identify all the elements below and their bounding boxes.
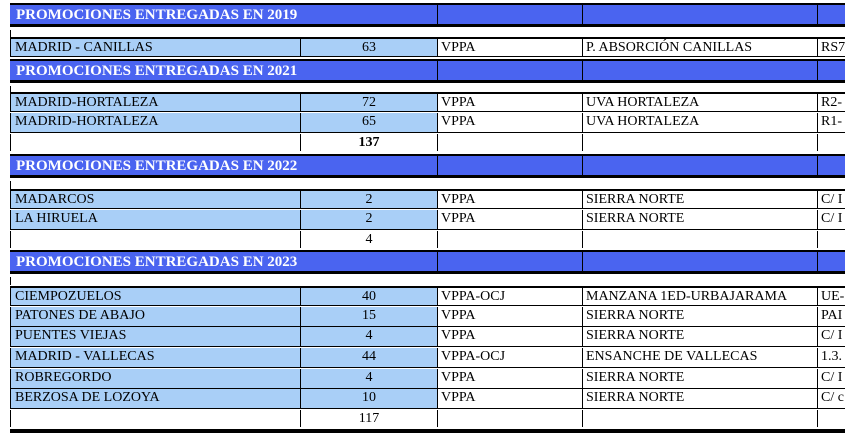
total-label-cell [10,231,301,248]
viviendas-cell[interactable]: 4 [301,369,438,388]
header-cell [818,5,845,24]
header-cell [583,5,818,24]
table-row[interactable] [10,389,845,409]
section-header-2019 [10,3,845,27]
section-header-2023 [10,250,845,274]
ubicacion-cell[interactable]: C/ I [818,369,845,388]
total-row [10,134,845,151]
ubicacion-cell[interactable]: 1.3. [818,348,845,367]
viviendas-cell[interactable]: 40 [301,288,438,305]
section-title: PROMOCIONES ENTREGADAS EN 2019 [10,5,438,24]
total-label-cell [10,410,301,427]
header-cell [818,156,845,175]
promocion-cell[interactable]: ENSANCHE DE VALLECAS [583,348,818,367]
regimen-cell[interactable]: VPPA [438,307,583,326]
empty-cell [438,410,583,427]
table-row[interactable] [10,210,845,230]
viviendas-cell[interactable]: 4 [301,327,438,346]
total-label-cell [10,134,301,151]
header-cell [583,156,818,175]
municipio-cell[interactable]: MADARCOS [10,191,301,208]
total-row [10,410,845,427]
municipio-cell[interactable]: MADRID - CANILLAS [10,39,301,56]
ubicacion-cell[interactable]: PAI [818,307,845,326]
promocion-cell[interactable]: SIERRA NORTE [583,307,818,326]
table-row[interactable] [10,348,845,368]
regimen-cell[interactable]: VPPA [438,94,583,111]
ubicacion-cell[interactable]: C/ c [818,389,845,408]
ubicacion-cell[interactable]: RS7 [818,39,845,56]
regimen-cell[interactable]: VPPA-OCJ [438,288,583,305]
municipio-cell[interactable]: PUENTES VIEJAS [10,327,301,346]
promocion-cell[interactable]: MANZANA 1ED-URBAJARAMA [583,288,818,305]
table-row[interactable] [10,113,845,133]
header-cell [438,156,583,175]
table-row[interactable] [10,92,845,112]
empty-cell [583,231,818,248]
regimen-cell[interactable]: VPPA [438,389,583,408]
regimen-cell[interactable]: VPPA [438,369,583,388]
table-row[interactable] [10,286,845,306]
promocion-cell[interactable]: P. ABSORCIÓN CANILLAS [583,39,818,56]
regimen-cell[interactable]: VPPA-OCJ [438,348,583,367]
promocion-cell[interactable]: SIERRA NORTE [583,369,818,388]
municipio-cell[interactable]: MADRID-HORTALEZA [10,94,301,111]
viviendas-cell[interactable]: 15 [301,307,438,326]
empty-cell [438,231,583,248]
header-cell [583,252,818,271]
table-row[interactable] [10,369,845,389]
table-row[interactable] [10,307,845,327]
viviendas-cell[interactable]: 72 [301,94,438,111]
empty-cell [818,231,845,248]
section-header-2021 [10,59,845,83]
viviendas-cell[interactable]: 10 [301,389,438,408]
header-cell [438,61,583,80]
municipio-cell[interactable]: LA HIRUELA [10,210,301,229]
municipio-cell[interactable]: CIEMPOZUELOS [10,288,301,305]
viviendas-cell[interactable]: 65 [301,113,438,132]
total-row [10,231,845,248]
promocion-cell[interactable]: SIERRA NORTE [583,191,818,208]
regimen-cell[interactable]: VPPA [438,39,583,56]
total-value[interactable]: 4 [301,231,438,248]
regimen-cell[interactable]: VPPA [438,210,583,229]
regimen-cell[interactable]: VPPA [438,327,583,346]
ubicacion-cell[interactable]: R1- [818,113,845,132]
municipio-cell[interactable]: PATONES DE ABAJO [10,307,301,326]
empty-cell [818,134,845,151]
municipio-cell[interactable]: MADRID - VALLECAS [10,348,301,367]
regimen-cell[interactable]: VPPA [438,191,583,208]
section-title: PROMOCIONES ENTREGADAS EN 2023 [10,252,438,271]
ubicacion-cell[interactable]: C/ I [818,327,845,346]
empty-cell [583,410,818,427]
total-value[interactable]: 117 [301,410,438,427]
empty-cell [438,134,583,151]
regimen-cell[interactable]: VPPA [438,113,583,132]
header-cell [818,61,845,80]
header-cell [583,61,818,80]
spacer-row [10,181,845,189]
section-header-2022 [10,154,845,178]
header-cell [818,252,845,271]
viviendas-cell[interactable]: 63 [301,39,438,56]
total-value[interactable]: 137 [301,134,438,151]
ubicacion-cell[interactable]: UE- [818,288,845,305]
viviendas-cell[interactable]: 44 [301,348,438,367]
municipio-cell[interactable]: MADRID-HORTALEZA [10,113,301,132]
empty-cell [583,134,818,151]
promocion-cell[interactable]: SIERRA NORTE [583,389,818,408]
header-cell [438,252,583,271]
table-bottom-border [10,429,845,433]
municipio-cell[interactable]: ROBREGORDO [10,369,301,388]
ubicacion-cell[interactable]: C/ I [818,191,845,208]
table-row[interactable] [10,37,845,57]
promocion-cell[interactable]: SIERRA NORTE [583,327,818,346]
ubicacion-cell[interactable]: C/ I [818,210,845,229]
ubicacion-cell[interactable]: R2- [818,94,845,111]
promocion-cell[interactable]: UVA HORTALEZA [583,113,818,132]
spacer-row [10,277,845,285]
section-title: PROMOCIONES ENTREGADAS EN 2021 [10,61,438,80]
table-row[interactable] [10,189,845,209]
header-cell [438,5,583,24]
viviendas-cell[interactable]: 2 [301,210,438,229]
promocion-cell[interactable]: SIERRA NORTE [583,210,818,229]
municipio-cell[interactable]: BERZOSA DE LOZOYA [10,389,301,408]
promocion-cell[interactable]: UVA HORTALEZA [583,94,818,111]
section-title: PROMOCIONES ENTREGADAS EN 2022 [10,156,438,175]
table-row[interactable] [10,327,845,347]
viviendas-cell[interactable]: 2 [301,191,438,208]
empty-cell [818,410,845,427]
